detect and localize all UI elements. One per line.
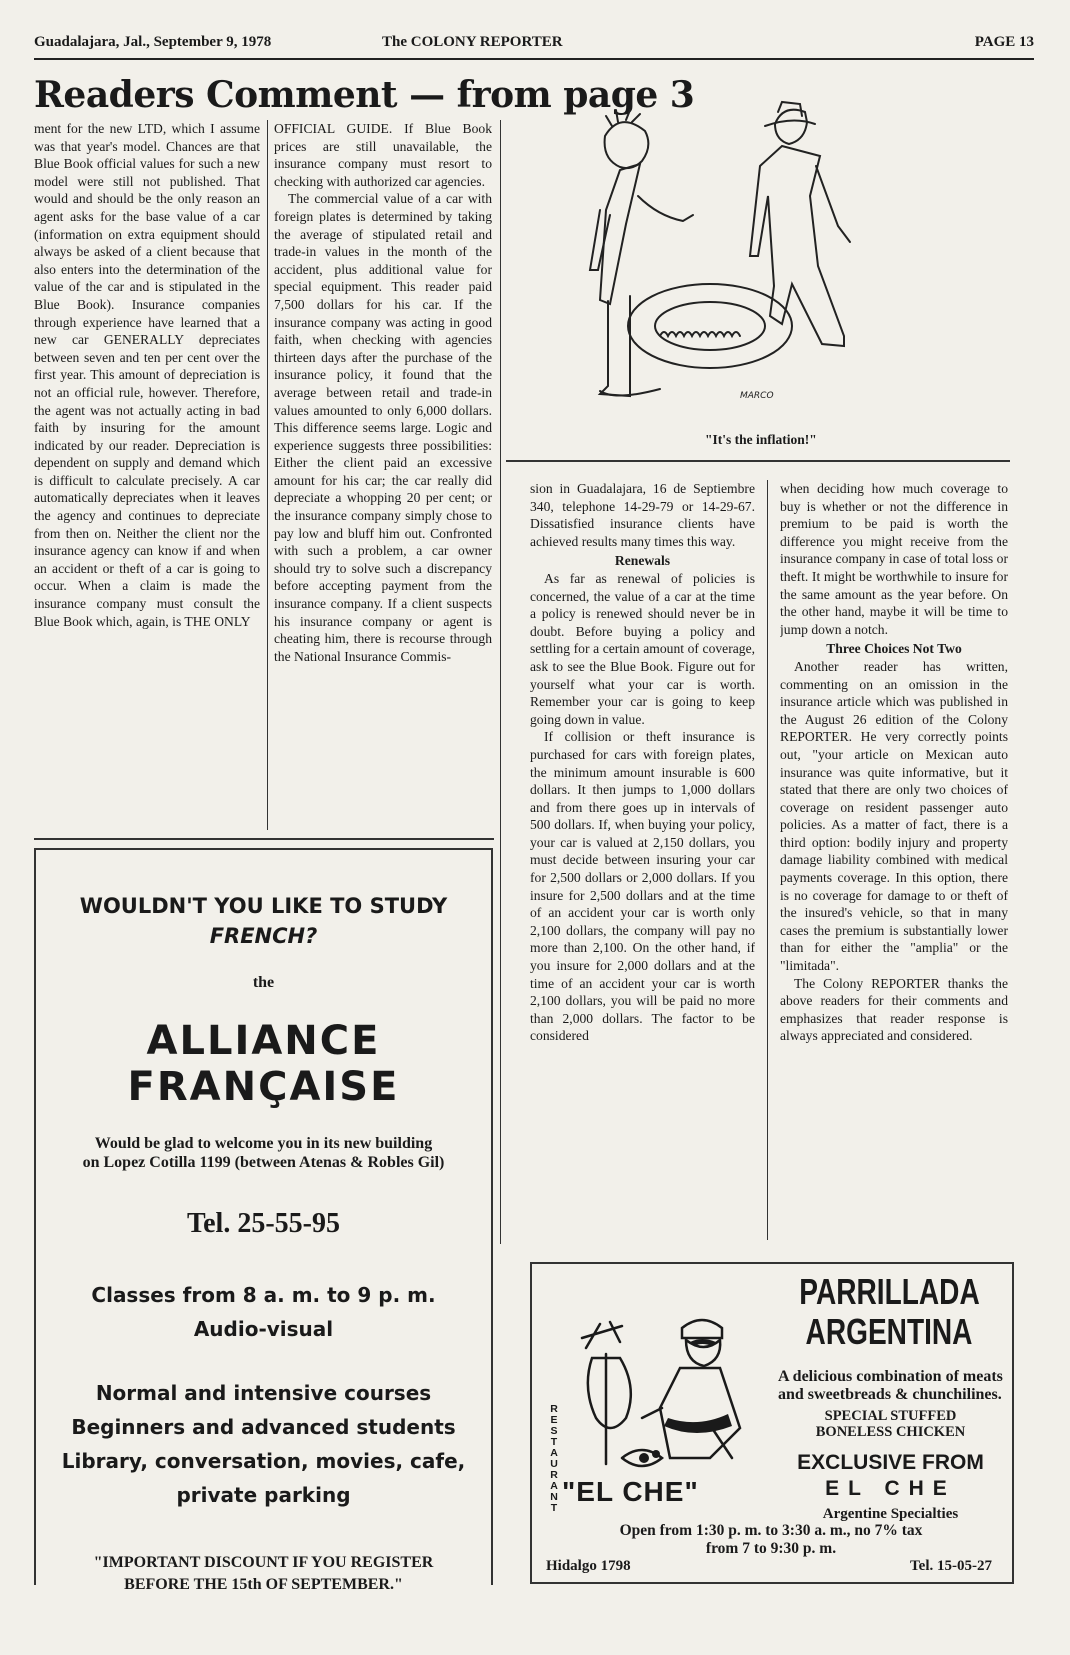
spit-frame-icon <box>582 1322 622 1348</box>
roast-meat-icon <box>588 1358 631 1428</box>
article-paragraph: Another reader has written, commenting on an omission in the insurance article which was published in the August 26 edition of the Colony REPORTER. He very correctly points out, "your article on Mexican auto insurance was quite informative, but it stated that there are only two choices of coverage on resident passenger auto policies. As a matter of fact, there is a third option: bodily injury and property damage liability combined with medical payments coverage. In this option, there is no coverage for damage to or theft of the insured's vehicle, so that in many cases the premium is substantially lower than for either the "amplia" or the "limitada". <box>780 658 1008 974</box>
ad-location-line: on Lopez Cotilla 1199 (between Atenas & Robles Gil) <box>82 1154 445 1171</box>
ad-address: Hidalgo 1798 <box>546 1558 631 1574</box>
article-column-3 <box>530 480 755 1230</box>
ad-telephone: Tel. 25-55-95 <box>187 1208 340 1239</box>
subhead-renewals: Renewals <box>614 553 671 569</box>
restaurant-vertical-label: RESTAURANT <box>550 1403 558 1514</box>
article-column-2 <box>274 120 492 832</box>
hat-man-arm <box>816 166 850 242</box>
subhead-three-choices: Three Choices Not Two <box>826 641 962 657</box>
ad-special-line: BONELESS CHICKEN <box>815 1424 966 1440</box>
article-column-4 <box>780 480 1008 1240</box>
dateline: Guadalajara, Jal., September 9, 1978 <box>34 34 272 50</box>
article-paragraph: As far as renewal of policies is concerned, the value of a car at the time a policy is renewed should never be in doubt. Before buying a policy and settling for a certain amount of coverage, ask to see the Blue Book. Figure out for yourself what your car is worth. Remember your car is going to keep going down in value. <box>530 570 755 727</box>
ad-location-line: Would be glad to welcome you in its new building <box>94 1135 433 1152</box>
tire-outer <box>628 284 792 368</box>
cartoon-signature: MARCO <box>740 391 774 401</box>
ad-title-line: PARRILLADA <box>799 1271 980 1312</box>
ad-title <box>799 1272 978 1352</box>
column-divider <box>267 120 268 830</box>
ad-discount <box>36 1552 491 1596</box>
article-paragraph: The commercial value of a car with foreign plates is determined by taking the average of stipulated retail and trade-in values in the month of the accident, plus additional value for special equipment. This reader paid 7,500 dollars for his car. If the insurance company was acting in good faith, when checking with agencies thirteen days after the purchase of the insurance policy, it found that the average between retail and trade-in values amounted to only 6,000 dollars. This difference seems large. Logic and experience suggests three possibilities: Either the client paid an excessive amount for his car; the car really did depreciate a whopping 20 per cent; or the insurance company simply chose to pay low and bluff him out. Confronted with such a problem, a car owner should try to solve such a discrepancy before accepting payment from the insurance company. If a client suspects his insurance company or agent is cheating him, there is recourse through the National Insurance Commis- <box>274 191 492 664</box>
hat-icon <box>682 1320 722 1338</box>
ad-classes <box>36 1278 491 1346</box>
newspaper-name: The COLONY REPORTER <box>382 34 563 50</box>
ad-features <box>36 1376 491 1512</box>
ad-brand-name: ALLIANCE FRANÇAISE <box>127 1018 400 1110</box>
ad-description: A delicious combination of meats and sweetbreads & chunchilines. <box>778 1368 1003 1403</box>
article-paragraph: sion in Guadalajara, 16 de Septiembre 340, telephone 14-29-79 or 14-29-67. Dissatisfied insurance clients have achieved results many times this way. <box>530 481 755 549</box>
hat <box>765 102 815 126</box>
man-legs <box>600 296 630 396</box>
ad-specialties: Argentine Specialties <box>822 1506 959 1522</box>
man-arm-right <box>638 196 693 221</box>
cartoon-illustration <box>560 96 950 446</box>
alliance-francaise-ad <box>34 848 493 1593</box>
section-divider <box>506 460 1010 462</box>
ad-hours <box>536 1522 1006 1558</box>
headline: Readers Comment — from page 3 <box>34 74 695 116</box>
el-che-restaurant-ad <box>530 1262 1014 1584</box>
cartoon-caption: "It's the inflation!" <box>705 432 817 447</box>
ad-title-line: ARGENTINA <box>805 1311 973 1352</box>
ad-location <box>36 1134 491 1172</box>
page-header <box>34 34 1034 60</box>
page-number: PAGE 13 <box>974 34 1034 50</box>
ad-feature: Beginners and advanced students <box>71 1415 456 1439</box>
hat-man-body <box>750 146 844 346</box>
ad-special <box>778 1408 1003 1440</box>
article-paragraph: If collision or theft insurance is purchased for cars with foreign plates, the minimum amount insurable is 600 dollars. It then jumps to 1,000 dollars and from there goes up in intervals of 500 dollars. If, when buying your policy, your car is valued at 2,150 dollars, you must decide between insuring your car for 2,500 dollars or 2,000 dollars. If you insure for 2,500 dollars and at the time of an accident your car is worth only 2,100 dollars, the company will pay no more than 2,100. On the other hand, if you insure for 2,000 dollars and at the time of an accident your car is worth 2,100 dollars, you will be paid no more than 2,000 dollars. The factor to be considered <box>530 729 755 1044</box>
ad-hours-line: Open from 1:30 p. m. to 3:30 a. m., no 7% tax <box>619 1522 923 1539</box>
column-divider <box>767 480 768 1240</box>
ad-discount-line: "IMPORTANT DISCOUNT IF YOU REGISTER <box>93 1554 434 1571</box>
article-paragraph: OFFICIAL GUIDE. If Blue Book prices are still unavailable, the insurance company must resort to checking with authorized car agencies. <box>274 121 492 189</box>
tire-tread <box>660 332 740 336</box>
ad-telephone: Tel. 15-05-27 <box>910 1558 992 1574</box>
ad-headline-french: FRENCH? <box>209 924 318 948</box>
column-divider <box>500 120 501 1244</box>
ad-classes-method: Audio-visual <box>193 1317 334 1341</box>
tire-inner <box>655 302 765 350</box>
ad-exclusive-line: EXCLUSIVE FROM <box>797 1451 984 1474</box>
article-paragraph: ment for the new LTD, which I assume was that year's model. Chances are that Blue Book official values for such a new model were still not published. That would and should be the only reason an agent asks for the base value of a car (information on extra equipment should always be asked of a client because that also enters into the determination of the value of the car and is stipulated in the Blue Book). Insurance companies through experience have learned that a new car GENERALLY depreciates between seven and ten per cent over the first year. This amount of depreciation is not an official rule, however. Therefore, the agent was not actually acting in bad faith by insuring for the amount indicated by our reader. Depreciation is dependent on supply and demand which is difficult to calculate precisely. A car automatically depreciates when it leaves the agency and continues to depreciate from then on. Neither the client nor the insurance agency can know if and when an accident or theft of a car is going to occur. When a claim is made the insurance company must consult the Blue Book which, again, is THE ONLY <box>34 121 260 629</box>
ad-the: the <box>252 974 275 991</box>
article-paragraph: The Colony REPORTER thanks the above readers for their comments and emphasizes that reader response is always appreciated and considered. <box>780 975 1008 1044</box>
man-arm <box>590 210 610 270</box>
el-che-logo: "EL CHE" <box>562 1476 699 1507</box>
article-column-1 <box>34 120 260 832</box>
ad-exclusive <box>778 1450 1003 1502</box>
section-divider <box>34 838 494 840</box>
ad-feature: Library, conversation, movies, cafe, <box>61 1449 466 1473</box>
ad-hours-line: from 7 to 9:30 p. m. <box>705 1540 837 1557</box>
gaucho-body-icon <box>660 1368 740 1458</box>
article-paragraph: when deciding how much coverage to buy is whether or not the difference in premium to be paid is worth the difference you might receive from the insurance company in case of total loss or theft. It might be worthwhile to insure for the same amount as the year before. On the other hand, maybe it will be time to jump down a notch. <box>780 481 1008 637</box>
ad-feature: Normal and intensive courses <box>95 1381 432 1405</box>
ad-feature: private parking <box>176 1483 351 1507</box>
ad-discount-line: BEFORE THE 15th OF SEPTEMBER." <box>124 1576 403 1593</box>
ad-special-line: SPECIAL STUFFED <box>824 1408 957 1424</box>
ad-classes-hours: Classes from 8 a. m. to 9 p. m. <box>91 1283 436 1307</box>
gaucho-illustration <box>562 1308 757 1476</box>
ad-headline: WOULDN'T YOU LIKE TO STUDY <box>79 894 448 918</box>
man-head <box>605 122 649 168</box>
ad-exclusive-name: EL CHE <box>825 1477 956 1500</box>
